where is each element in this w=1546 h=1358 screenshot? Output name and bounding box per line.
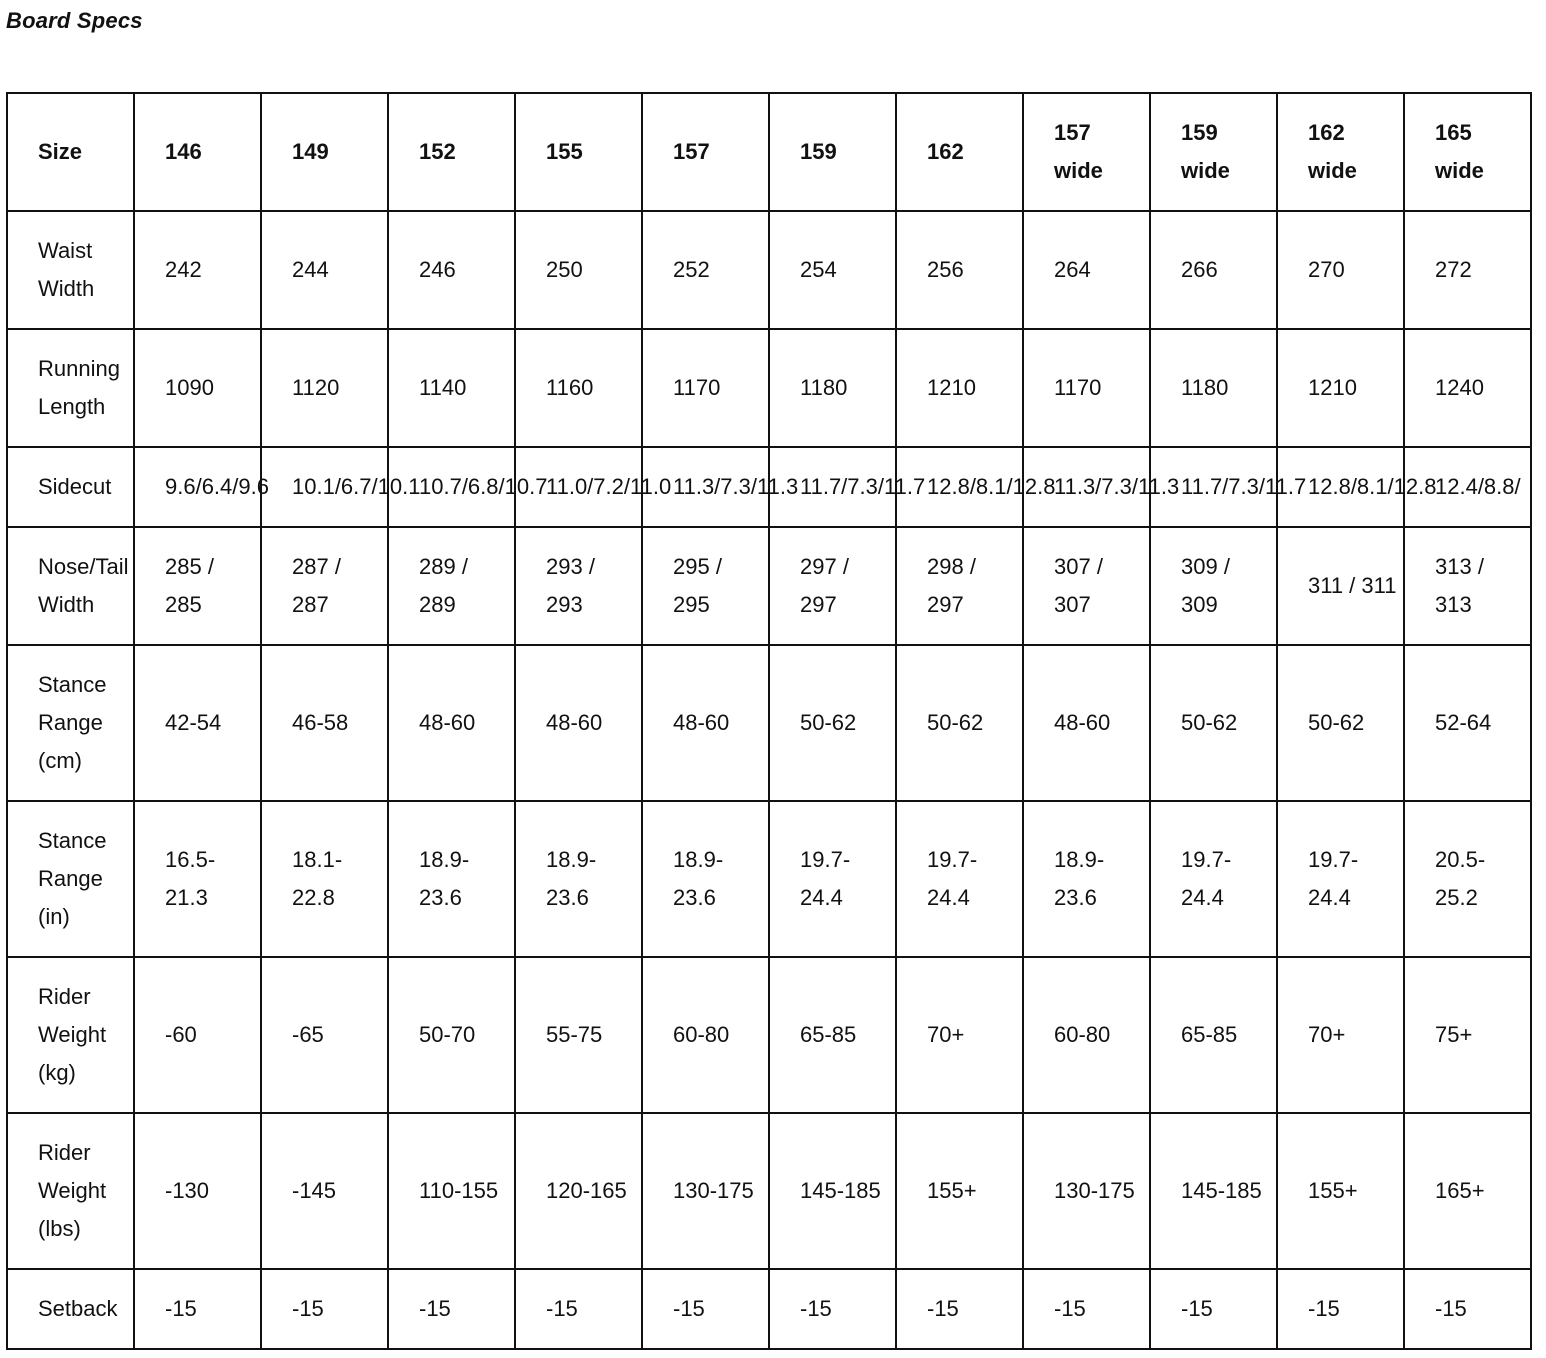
row-label: Nose/Tail Width: [7, 527, 134, 645]
table-cell: 270: [1277, 211, 1404, 329]
table-cell: -15: [261, 1269, 388, 1349]
table-cell: 293 / 293: [515, 527, 642, 645]
table-row: [7, 957, 1531, 1113]
table-cell: 18.9-23.6: [388, 801, 515, 957]
table-cell: 307 / 307: [1023, 527, 1150, 645]
table-cell: 1140: [388, 329, 515, 447]
table-cell: -15: [769, 1269, 896, 1349]
table-cell: 65-85: [1150, 957, 1277, 1113]
table-cell: 10.7/6.8/10.7: [388, 447, 515, 527]
row-label: Waist Width: [7, 211, 134, 329]
header-size-cell: 155: [515, 93, 642, 211]
table-cell: -15: [1150, 1269, 1277, 1349]
table-cell: 12.8/8.1/12.8: [1277, 447, 1404, 527]
table-cell: 18.9-23.6: [515, 801, 642, 957]
table-cell: 1170: [642, 329, 769, 447]
table-cell: -15: [1404, 1269, 1531, 1349]
table-cell: 9.6/6.4/9.6: [134, 447, 261, 527]
table-cell: 298 / 297: [896, 527, 1023, 645]
table-cell: 70+: [1277, 957, 1404, 1113]
table-cell: 256: [896, 211, 1023, 329]
row-label: Sidecut: [7, 447, 134, 527]
table-cell: 65-85: [769, 957, 896, 1113]
table-cell: 60-80: [1023, 957, 1150, 1113]
table-cell: 244: [261, 211, 388, 329]
table-cell: 155+: [896, 1113, 1023, 1269]
table-cell: -15: [1277, 1269, 1404, 1349]
table-cell: 19.7-24.4: [769, 801, 896, 957]
table-cell: 1180: [769, 329, 896, 447]
row-label: Rider Weight (kg): [7, 957, 134, 1113]
table-header-row: [7, 93, 1531, 211]
table-cell: 1170: [1023, 329, 1150, 447]
table-cell: 264: [1023, 211, 1150, 329]
table-cell: -145: [261, 1113, 388, 1269]
table-cell: 120-165: [515, 1113, 642, 1269]
row-label: Running Length: [7, 329, 134, 447]
table-cell: 295 / 295: [642, 527, 769, 645]
table-cell: -15: [1023, 1269, 1150, 1349]
table-row: [7, 801, 1531, 957]
table-cell: 11.3/7.3/11.3: [1023, 447, 1150, 527]
table-cell: 11.7/7.3/11.7: [769, 447, 896, 527]
table-cell: 1160: [515, 329, 642, 447]
table-cell: 285 / 285: [134, 527, 261, 645]
table-cell: 252: [642, 211, 769, 329]
header-size-cell: 157 wide: [1023, 93, 1150, 211]
table-cell: 18.9-23.6: [1023, 801, 1150, 957]
table-cell: 50-62: [1150, 645, 1277, 801]
table-cell: 130-175: [642, 1113, 769, 1269]
table-cell: 70+: [896, 957, 1023, 1113]
table-cell: 12.4/8.8/: [1404, 447, 1531, 527]
header-label: Size: [7, 93, 134, 211]
table-cell: 11.0/7.2/11.0: [515, 447, 642, 527]
table-cell: 50-62: [896, 645, 1023, 801]
row-label: Stance Range (cm): [7, 645, 134, 801]
table-row: [7, 329, 1531, 447]
table-cell: 165+: [1404, 1113, 1531, 1269]
header-size-cell: 162 wide: [1277, 93, 1404, 211]
table-cell: 16.5-21.3: [134, 801, 261, 957]
table-cell: 1240: [1404, 329, 1531, 447]
table-cell: 1210: [896, 329, 1023, 447]
board-specs-table: [6, 92, 1532, 1350]
table-cell: 311 / 311: [1277, 527, 1404, 645]
table-cell: -15: [515, 1269, 642, 1349]
table-cell: 48-60: [642, 645, 769, 801]
row-label: Setback: [7, 1269, 134, 1349]
table-cell: 48-60: [1023, 645, 1150, 801]
table-cell: -15: [642, 1269, 769, 1349]
table-cell: 18.9-23.6: [642, 801, 769, 957]
table-cell: 48-60: [515, 645, 642, 801]
table-cell: 1090: [134, 329, 261, 447]
table-cell: 19.7-24.4: [1277, 801, 1404, 957]
table-cell: -15: [388, 1269, 515, 1349]
row-label: Stance Range (in): [7, 801, 134, 957]
table-cell: 11.3/7.3/11.3: [642, 447, 769, 527]
table-cell: 297 / 297: [769, 527, 896, 645]
table-cell: 289 / 289: [388, 527, 515, 645]
table-cell: 10.1/6.7/10.1: [261, 447, 388, 527]
table-cell: 309 / 309: [1150, 527, 1277, 645]
table-row: [7, 527, 1531, 645]
table-cell: 287 / 287: [261, 527, 388, 645]
header-size-cell: 159: [769, 93, 896, 211]
table-cell: 11.7/7.3/11.7: [1150, 447, 1277, 527]
table-cell: 75+: [1404, 957, 1531, 1113]
table-cell: 110-155: [388, 1113, 515, 1269]
table-cell: 145-185: [1150, 1113, 1277, 1269]
header-size-cell: 146: [134, 93, 261, 211]
table-cell: 246: [388, 211, 515, 329]
table-cell: 145-185: [769, 1113, 896, 1269]
header-size-cell: 157: [642, 93, 769, 211]
header-size-cell: 149: [261, 93, 388, 211]
header-size-cell: 152: [388, 93, 515, 211]
table-cell: 254: [769, 211, 896, 329]
table-cell: 50-62: [769, 645, 896, 801]
table-row: [7, 1113, 1531, 1269]
table-cell: 19.7-24.4: [1150, 801, 1277, 957]
table-row: [7, 645, 1531, 801]
table-cell: 12.8/8.1/12.8: [896, 447, 1023, 527]
table-cell: 155+: [1277, 1113, 1404, 1269]
table-cell: 272: [1404, 211, 1531, 329]
table-cell: 55-75: [515, 957, 642, 1113]
table-cell: 1210: [1277, 329, 1404, 447]
table-cell: 19.7-24.4: [896, 801, 1023, 957]
table-cell: -15: [896, 1269, 1023, 1349]
page-title: Board Specs: [6, 8, 143, 33]
header-size-cell: 159 wide: [1150, 93, 1277, 211]
table-row: [7, 211, 1531, 329]
table-cell: 42-54: [134, 645, 261, 801]
row-label: Rider Weight (lbs): [7, 1113, 134, 1269]
header-size-cell: 165 wide: [1404, 93, 1531, 211]
table-cell: 130-175: [1023, 1113, 1150, 1269]
table-cell: 313 / 313: [1404, 527, 1531, 645]
table-cell: 60-80: [642, 957, 769, 1113]
table-cell: -60: [134, 957, 261, 1113]
table-cell: 50-70: [388, 957, 515, 1113]
table-cell: -130: [134, 1113, 261, 1269]
table-cell: 48-60: [388, 645, 515, 801]
table-row: [7, 447, 1531, 527]
table-cell: 1180: [1150, 329, 1277, 447]
table-cell: 18.1-22.8: [261, 801, 388, 957]
table-cell: 250: [515, 211, 642, 329]
table-cell: 1120: [261, 329, 388, 447]
table-row: [7, 1269, 1531, 1349]
table-cell: -15: [134, 1269, 261, 1349]
table-cell: 266: [1150, 211, 1277, 329]
table-cell: 50-62: [1277, 645, 1404, 801]
table-cell: 46-58: [261, 645, 388, 801]
table-cell: 20.5-25.2: [1404, 801, 1531, 957]
table-cell: -65: [261, 957, 388, 1113]
table-cell: 242: [134, 211, 261, 329]
table-cell: 52-64: [1404, 645, 1531, 801]
header-size-cell: 162: [896, 93, 1023, 211]
